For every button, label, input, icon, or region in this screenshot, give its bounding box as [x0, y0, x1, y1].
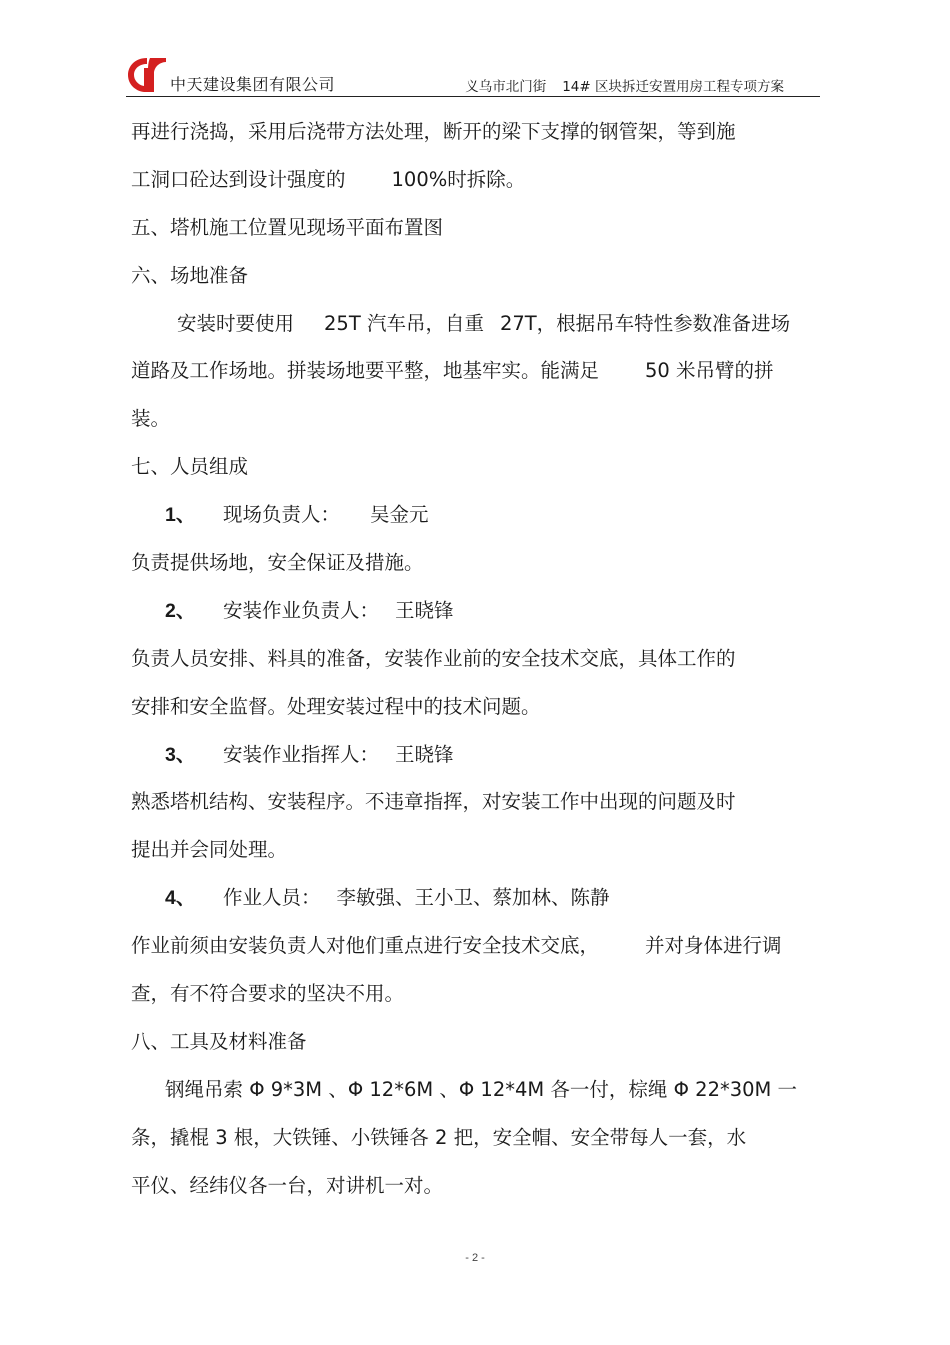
page-number: - 2 - [465, 1252, 485, 1264]
header-divider [126, 96, 820, 97]
paragraph-line: 条，撬棍 3 根，大铁锤、小铁锤各 2 把，安全帽、安全带每人一套，水 [131, 1125, 747, 1149]
paragraph-line: 再进行浇捣，采用后浇带方法处理，断开的梁下支撑的钢管架，等到施 [131, 120, 736, 143]
company-logo-icon [126, 56, 168, 94]
paragraph-line [131, 156, 821, 204]
paragraph-line [131, 300, 821, 348]
item-role: 作业人员： [223, 886, 321, 910]
item-person: 王晓锋 [395, 742, 454, 766]
section-heading-5: 五、塔机施工位置见现场平面布置图 [131, 215, 444, 239]
paragraph-line: 提出并会同处理。 [131, 838, 288, 862]
project-title-part2: 14# 区块拆迁安置用房工程专项方案 [562, 79, 784, 95]
item-person: 吴金元 [370, 503, 429, 527]
text-segment: 100%时拆除。 [391, 167, 526, 191]
item-number: 3、 [165, 743, 196, 766]
paragraph-line: 负责提供场地，安全保证及措施。 [131, 551, 424, 575]
personnel-item [131, 874, 821, 922]
text-segment: 50 米吊臂的拼 [645, 359, 774, 383]
paragraph-line: 查，有不符合要求的坚决不用。 [131, 982, 405, 1006]
text-segment: 作业前须由安装负责人对他们重点进行安全技术交底， [131, 934, 600, 958]
personnel-item [131, 731, 821, 779]
text-segment: 25T 汽车吊，自重 [324, 311, 484, 335]
paragraph-line: 安排和安全监督。处理安装过程中的技术问题。 [131, 694, 541, 718]
text-segment: 27T，根据吊车特性参数准备进场 [499, 311, 791, 335]
project-title-part1: 义乌市北门街 [465, 79, 547, 95]
item-role: 安装作业负责人： [223, 598, 380, 622]
paragraph-line: 装。 [131, 407, 171, 431]
paragraph-line: 负责人员安排、料具的准备，安装作业前的安全技术交底，具体工作的 [131, 646, 736, 670]
item-role: 现场负责人： [223, 503, 341, 527]
page-header [126, 54, 820, 98]
document-body [131, 108, 821, 1209]
item-number: 1、 [165, 504, 196, 527]
paragraph-line: 钢绳吊索 Φ 9*3M 、Φ 12*6M 、Φ 12*4M 各一付，棕绳 Φ 22*30M 一 [165, 1077, 798, 1101]
project-title [465, 75, 784, 95]
personnel-item [131, 587, 821, 635]
item-person: 李敏强、王小卫、蔡加林、陈静 [336, 886, 610, 910]
section-heading-8: 八、工具及材料准备 [131, 1029, 307, 1053]
section-heading-6: 六、场地准备 [131, 263, 249, 287]
item-role: 安装作业指挥人： [223, 742, 380, 766]
paragraph-line: 熟悉塔机结构、安装程序。不违章指挥，对安装工作中出现的问题及时 [131, 790, 736, 814]
paragraph-line [131, 347, 821, 395]
item-person: 王晓锋 [395, 598, 454, 622]
text-segment: 工洞口砼达到设计强度的 [131, 167, 346, 191]
text-segment: 并对身体进行调 [645, 934, 782, 958]
text-segment: 安装时要使用 [177, 311, 295, 335]
section-heading-7: 七、人员组成 [131, 455, 249, 479]
item-number: 2、 [165, 599, 196, 622]
item-number: 4、 [165, 887, 196, 910]
text-segment: 道路及工作场地。拼装场地要平整，地基牢实。能满足 [131, 359, 600, 383]
paragraph-line: 平仪、经纬仪各一台，对讲机一对。 [131, 1173, 444, 1197]
company-name: 中天建设集团有限公司 [170, 75, 336, 94]
personnel-item [131, 491, 821, 539]
paragraph-line [131, 922, 821, 970]
